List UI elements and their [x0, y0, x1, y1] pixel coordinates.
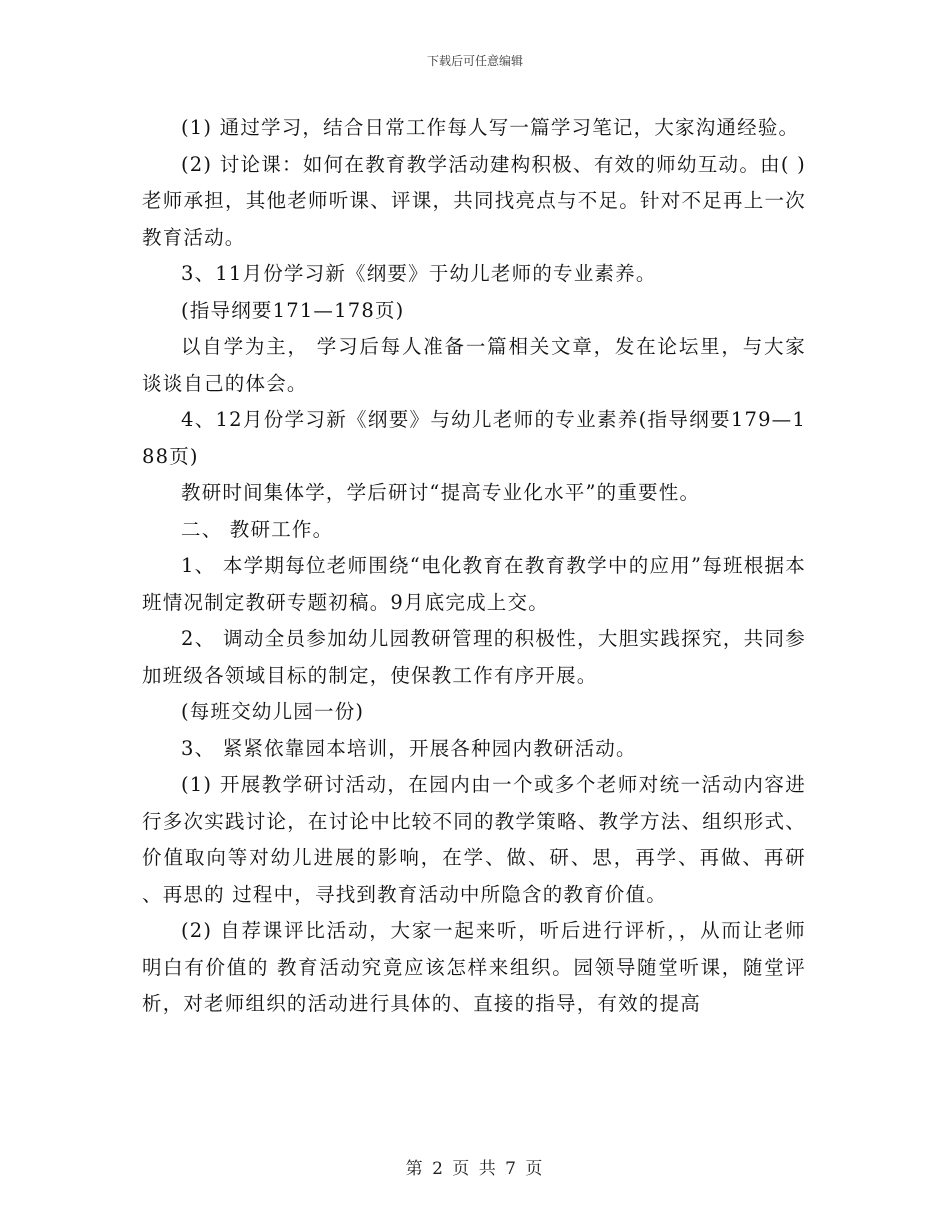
- paragraph: (2) 自荐课评比活动，大家一起来听，听后进行评析，，从而让老师明白有价值的 教育活动究竟应该怎样来组织。园领导随堂听课，随堂评析，对老师组织的活动进行具体的、直接的指导，有效的提高: [142, 919, 806, 1015]
- section-heading: 二、 教研工作。: [181, 517, 334, 541]
- document-body: [142, 110, 806, 1023]
- page-header: 下载后可任意编辑: [426, 54, 523, 68]
- paragraph: 3、11月份学习新《纲要》于幼儿老师的专业素养。: [181, 262, 657, 285]
- paragraph: 教研时间集体学，学后研讨“提高专业化水平”的重要性。: [181, 481, 701, 504]
- paragraph: (每班交幼儿园一份): [181, 700, 365, 723]
- paragraph: 1、 本学期每位老师围绕“电化教育在教育教学中的应用”每班根据本班情况制定教研专题初稿。9月底完成上交。: [142, 554, 806, 614]
- paragraph: 3、 紧紧依靠园本培训，开展各种园内教研活动。: [181, 736, 637, 760]
- paragraph: (指导纲要171—178页): [181, 298, 405, 322]
- page-number: 第 2 页 共 7 页: [405, 1159, 545, 1179]
- paragraph: (1) 开展教学研讨活动，在园内由一个或多个老师对统一活动内容进行多次实践讨论，在讨论中比较不同的教学策略、教学方法、组织形式、价值取向等对幼儿进展的影响，在学、做、研、思，再学、再做、再研 、再思的 过程中，寻找到教育活动中所隐含的教育价值。: [142, 773, 806, 906]
- paragraph: 2、 调动全员参加幼儿园教研管理的积极性，大胆实践探究，共同参加班级各领域目标的制定，使保教工作有序开展。: [142, 627, 806, 687]
- paragraph: (2) 讨论课：如何在教育教学活动建构积极、有效的师幼互动。由( )老师承担，其他老师听课、评课，共同找亮点与不足。针对不足再上一次教育活动。: [142, 152, 806, 249]
- paragraph: 以自学为主， 学习后每人准备一篇相关文章，发在论坛里，与大家谈谈自己的体会。: [142, 335, 806, 395]
- paragraph: (1) 通过学习，结合日常工作每人写一篇学习笔记，大家沟通经验。: [181, 116, 800, 139]
- paragraph: 4、12月份学习新《纲要》与幼儿老师的专业素养(指导纲要179—188页): [142, 408, 806, 468]
